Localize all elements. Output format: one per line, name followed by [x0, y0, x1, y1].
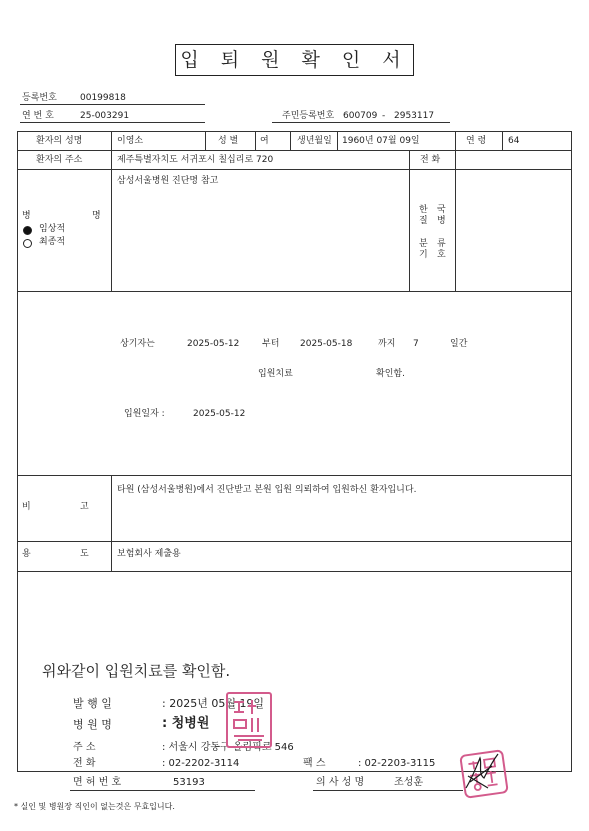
usage-label-b: 도 [80, 549, 89, 559]
remarks-text: 타원 (삼성서울병원)에서 진단받고 본원 입원 의뢰하여 입원하신 환자입니다. [117, 485, 417, 495]
kcd-char-8: 호 [437, 250, 446, 260]
clinical-option-label: 임상적 [39, 224, 66, 234]
validity-note: * 실인 및 병원장 직인이 없는것은 무효입니다. [14, 802, 175, 811]
diagnosis-label-left: 병 [22, 211, 31, 221]
admission-date-value: 2025-05-12 [193, 409, 246, 419]
period-days-unit: 일간 [450, 339, 468, 349]
confirm-text: 확인함. [376, 369, 405, 379]
issue-date-value: : 2025년 05월 19일 [162, 697, 265, 710]
kcd-char-4: 병 [437, 216, 446, 226]
sex-label: 성 별 [218, 136, 239, 146]
registration-underline [20, 104, 205, 105]
sex-value: 여 [260, 136, 269, 146]
fax-label: 팩 스 [303, 758, 326, 769]
period-until: 까지 [378, 339, 396, 349]
serial-underline [20, 122, 205, 123]
license-number-value: 53193 [173, 777, 205, 788]
hospital-name-label: 병 원 명 [73, 718, 112, 731]
doctor-name-value: 조성훈 [394, 777, 423, 788]
serial-number-value: 25-003291 [80, 111, 130, 121]
resident-number-back: 2953117 [394, 111, 435, 121]
document-title: 입 퇴 원 확 인 서 [180, 49, 409, 71]
period-label: 상기자는 [120, 339, 155, 349]
confirmation-statement: 위와같이 입원치료를 확인함. [42, 662, 231, 680]
remarks-label-b: 고 [80, 502, 89, 512]
clinical-radio[interactable] [23, 226, 32, 235]
hospital-seal-icon [226, 692, 272, 748]
patient-address-label: 환자의 주소 [36, 155, 83, 165]
remarks-label-a: 비 [22, 502, 31, 512]
period-end: 2025-05-18 [300, 339, 353, 349]
diagnosis-text: 삼성서울병원 진단명 참고 [117, 176, 219, 186]
admission-date-label: 입원일자 : [124, 409, 165, 419]
patient-address-value: 제주특별자치도 서귀포시 칠십리로 720 [117, 155, 274, 165]
resident-number-label: 주민등록번호 [282, 111, 335, 121]
period-days: 7 [413, 339, 419, 349]
age-value: 64 [508, 136, 520, 146]
title-box [175, 44, 414, 76]
doctor-name-label: 의 사 성 명 [316, 777, 365, 788]
patient-name-label: 환자의 성명 [36, 136, 83, 146]
license-underline [70, 790, 255, 791]
resident-number-dash: - [382, 111, 386, 121]
issue-date-label: 발 행 일 [73, 697, 112, 710]
doctor-signature-icon [462, 748, 502, 794]
kcd-char-7: 기 [419, 250, 428, 260]
final-option-label: 최종적 [39, 237, 66, 247]
usage-text: 보험회사 제출용 [117, 549, 181, 559]
dob-label: 생년월일 [297, 136, 332, 146]
dob-value: 1960년 07월 09일 [342, 136, 420, 146]
registration-number-label: 등록번호 [22, 93, 57, 103]
period-from: 부터 [262, 339, 280, 349]
period-start: 2025-05-12 [187, 339, 240, 349]
kcd-char-2: 국 [437, 205, 446, 215]
resident-number-front: 600709 [343, 111, 378, 121]
serial-number-label: 연 번 호 [22, 111, 54, 121]
hospital-name-value: : 청병원 [162, 716, 210, 731]
phone-label: 전 화 [420, 155, 441, 165]
license-number-label: 면 허 번 호 [73, 777, 122, 788]
resident-underline [272, 122, 450, 123]
treatment-text: 입원치료 [258, 369, 293, 379]
final-radio[interactable] [23, 239, 32, 248]
patient-name-value: 이영소 [117, 136, 144, 146]
registration-number-value: 00199818 [80, 93, 126, 103]
usage-label-a: 용 [22, 549, 31, 559]
telephone-value: : 02-2202-3114 [162, 758, 240, 769]
kcd-char-5: 분 [419, 239, 428, 249]
telephone-label: 전 화 [73, 758, 96, 769]
diagnosis-label-right: 명 [92, 211, 101, 221]
address-label: 주 소 [73, 742, 96, 753]
kcd-char-1: 한 [419, 205, 428, 215]
kcd-char-3: 질 [419, 216, 428, 226]
age-label: 연 령 [466, 136, 487, 146]
fax-value: : 02-2203-3115 [358, 758, 436, 769]
doctor-underline [313, 790, 463, 791]
kcd-char-6: 류 [437, 239, 446, 249]
address-value: : 서울시 강동구 올림픽로 546 [162, 742, 294, 753]
